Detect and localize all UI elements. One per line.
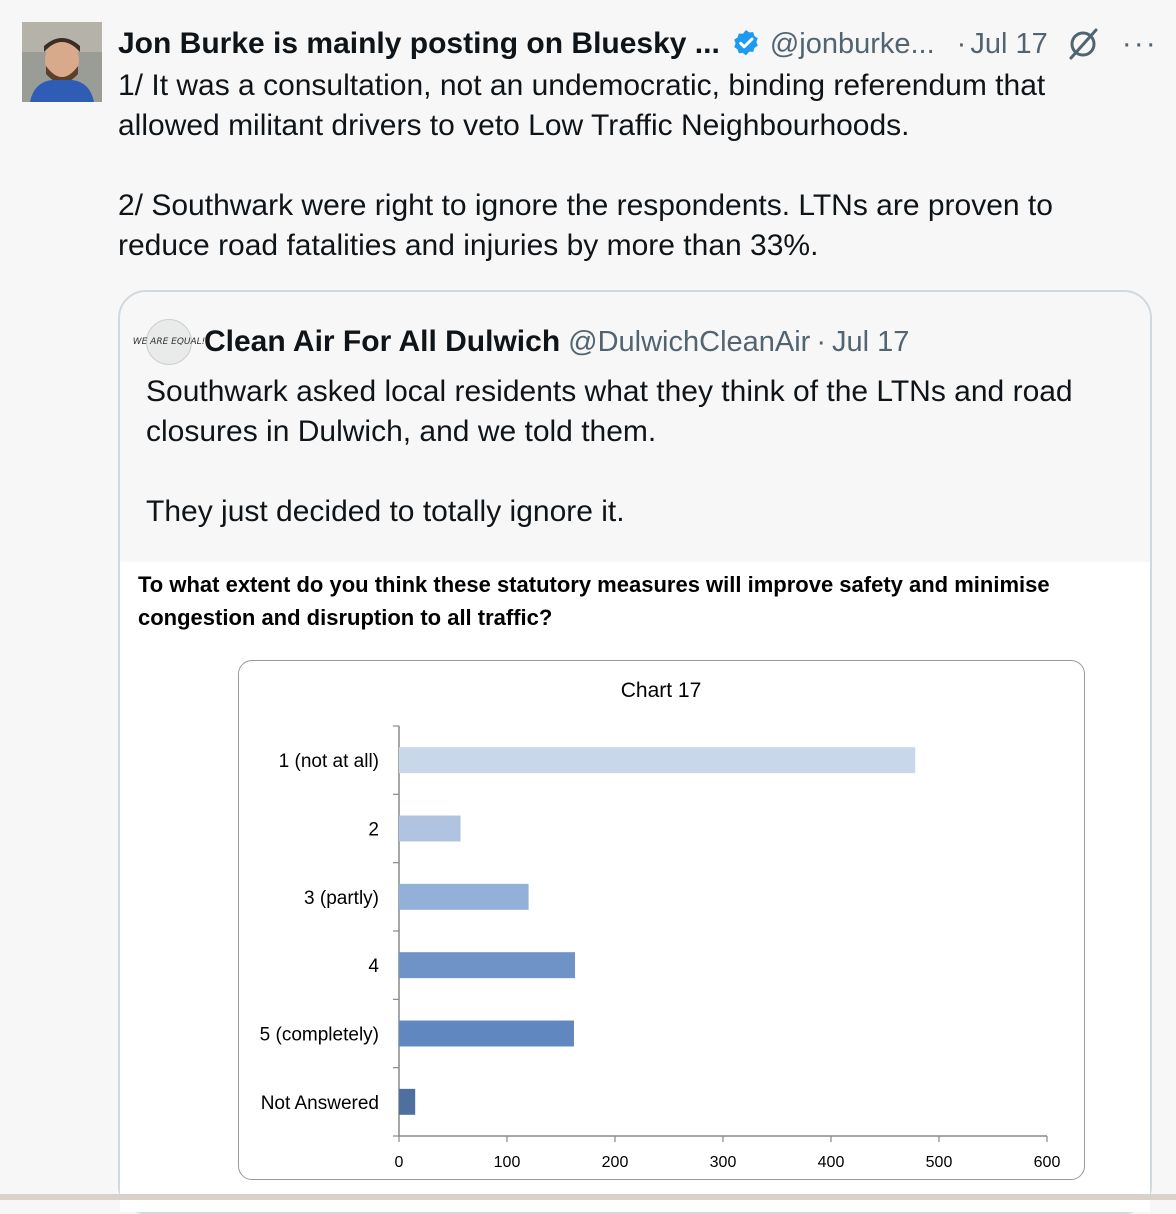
x-tick-label: 200: [601, 1154, 629, 1171]
bar-0: [399, 747, 915, 773]
x-tick-label: 500: [925, 1154, 953, 1171]
quoted-tweet-date[interactable]: Jul 17: [832, 325, 910, 358]
author-handle[interactable]: @jonburke...: [769, 27, 935, 60]
quoted-author-display-name[interactable]: Clean Air For All Dulwich: [204, 325, 561, 358]
quoted-author-avatar[interactable]: [132, 319, 206, 365]
category-label: 1 (not at all): [278, 751, 379, 773]
bar-5: [399, 1089, 415, 1115]
header-separator: ·: [956, 27, 967, 60]
x-tick-label: 400: [817, 1154, 845, 1171]
quoted-tweet[interactable]: [118, 290, 1152, 1214]
bar-3: [399, 952, 575, 978]
quoted-tweet-header: [132, 320, 910, 364]
category-label: 2: [368, 819, 379, 841]
quoted-author-handle[interactable]: @DulwichCleanAir: [568, 325, 811, 358]
x-tick-label: 100: [493, 1154, 521, 1171]
bar-2: [399, 884, 529, 910]
quoted-tweet-text: Southwark asked local residents what they think of the LTNs and road closures in Dulwich, and we told them. They just decided to totally ignore it.: [146, 375, 1073, 528]
category-label: 3 (partly): [304, 887, 379, 909]
bottom-strip: [0, 1194, 1176, 1200]
x-tick-label: 300: [709, 1154, 737, 1171]
author-avatar[interactable]: [22, 22, 102, 102]
x-tick-label: 600: [1033, 1154, 1061, 1171]
tweet-date[interactable]: Jul 17: [970, 27, 1048, 60]
author-avatar-photo: [22, 22, 102, 102]
x-tick-label: 0: [394, 1154, 404, 1171]
verified-badge-icon[interactable]: [730, 28, 762, 60]
tweet-text: 1/ It was a consultation, not an undemocratic, binding referendum that allowed militant drivers to veto Low Traffic Neighbourhoods. 2/ Southwark were right to ignore the respondents. LTNs are proven to reduce road fatalities and injuries by more than 33%.: [118, 69, 1053, 262]
category-label: 4: [368, 956, 379, 978]
grok-icon[interactable]: [1066, 27, 1100, 61]
chart-frame: [238, 660, 1085, 1180]
more-options-icon[interactable]: ···: [1121, 27, 1158, 60]
bar-chart: [239, 661, 1084, 1179]
chart-title: Chart 17: [620, 679, 702, 702]
tweet-header: [118, 22, 1156, 66]
survey-question: To what extent do you think these statutory measures will improve safety and minimise congestion and disruption to all traffic?: [138, 572, 1050, 630]
category-label: 5 (completely): [259, 1024, 379, 1046]
author-display-name[interactable]: Jon Burke is mainly posting on Bluesky ...: [118, 27, 720, 60]
bar-4: [399, 1021, 574, 1047]
quoted-avatar-text: WE ARE EQUAL!: [132, 336, 206, 347]
quoted-tweet-image[interactable]: [120, 562, 1150, 1212]
bar-1: [399, 816, 461, 842]
quoted-header-separator: ·: [816, 325, 827, 358]
category-label: Not Answered: [260, 1092, 379, 1114]
